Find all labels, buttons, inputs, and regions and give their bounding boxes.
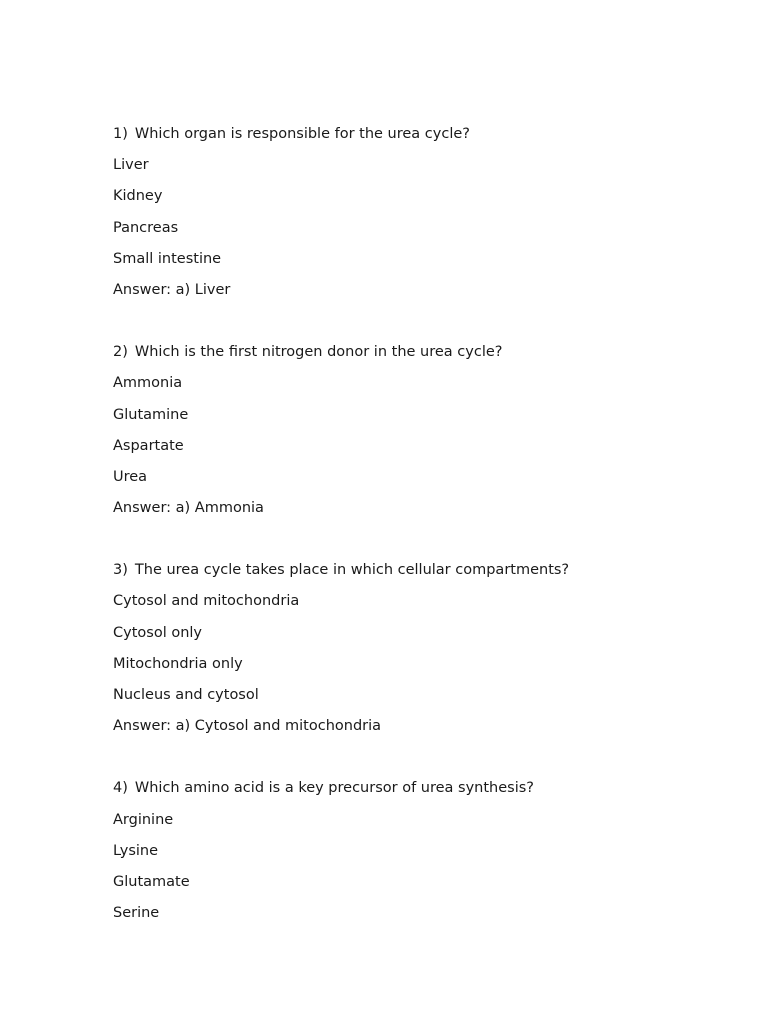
option-a: Arginine <box>113 811 174 828</box>
option-b: Kidney <box>113 188 163 205</box>
option-c: Pancreas <box>113 219 179 236</box>
question-text: Which is the first nitrogen donor in the urea cycle? <box>134 344 503 361</box>
document-page <box>113 124 733 965</box>
question-4 <box>113 778 733 934</box>
answer-line: Answer: a) Ammonia <box>113 500 264 517</box>
option-a: Ammonia <box>113 375 183 392</box>
option-d: Urea <box>113 468 148 485</box>
question-number: 4) <box>113 780 128 797</box>
question-number: 1) <box>113 126 128 142</box>
question-2 <box>113 342 733 529</box>
option-c: Aspartate <box>113 437 184 454</box>
question-text: Which amino acid is a key precursor of urea synthesis? <box>134 780 534 797</box>
question-number: 2) <box>113 344 128 361</box>
option-a: Cytosol and mitochondria <box>113 593 300 610</box>
question-text: The urea cycle takes place in which cellular compartments? <box>134 562 570 579</box>
question-stem <box>113 778 733 809</box>
question-1 <box>113 124 733 311</box>
option-b: Cytosol only <box>113 624 202 641</box>
question-3 <box>113 560 733 747</box>
option-a: Liver <box>113 157 149 174</box>
answer-line: Answer: a) Cytosol and mitochondria <box>113 718 382 735</box>
option-d: Small intestine <box>113 250 222 267</box>
option-c: Mitochondria only <box>113 655 243 672</box>
question-stem <box>113 560 733 591</box>
option-d: Nucleus and cytosol <box>113 687 259 703</box>
option-c: Glutamate <box>113 873 190 890</box>
answer-line: Answer: a) Liver <box>113 281 231 298</box>
option-d: Serine <box>113 905 160 922</box>
option-b: Glutamine <box>113 406 189 423</box>
option-b: Lysine <box>113 842 159 859</box>
question-text: Which organ is responsible for the urea cycle? <box>134 126 470 142</box>
question-stem <box>113 342 733 373</box>
question-number: 3) <box>113 562 128 579</box>
question-stem <box>113 124 733 155</box>
